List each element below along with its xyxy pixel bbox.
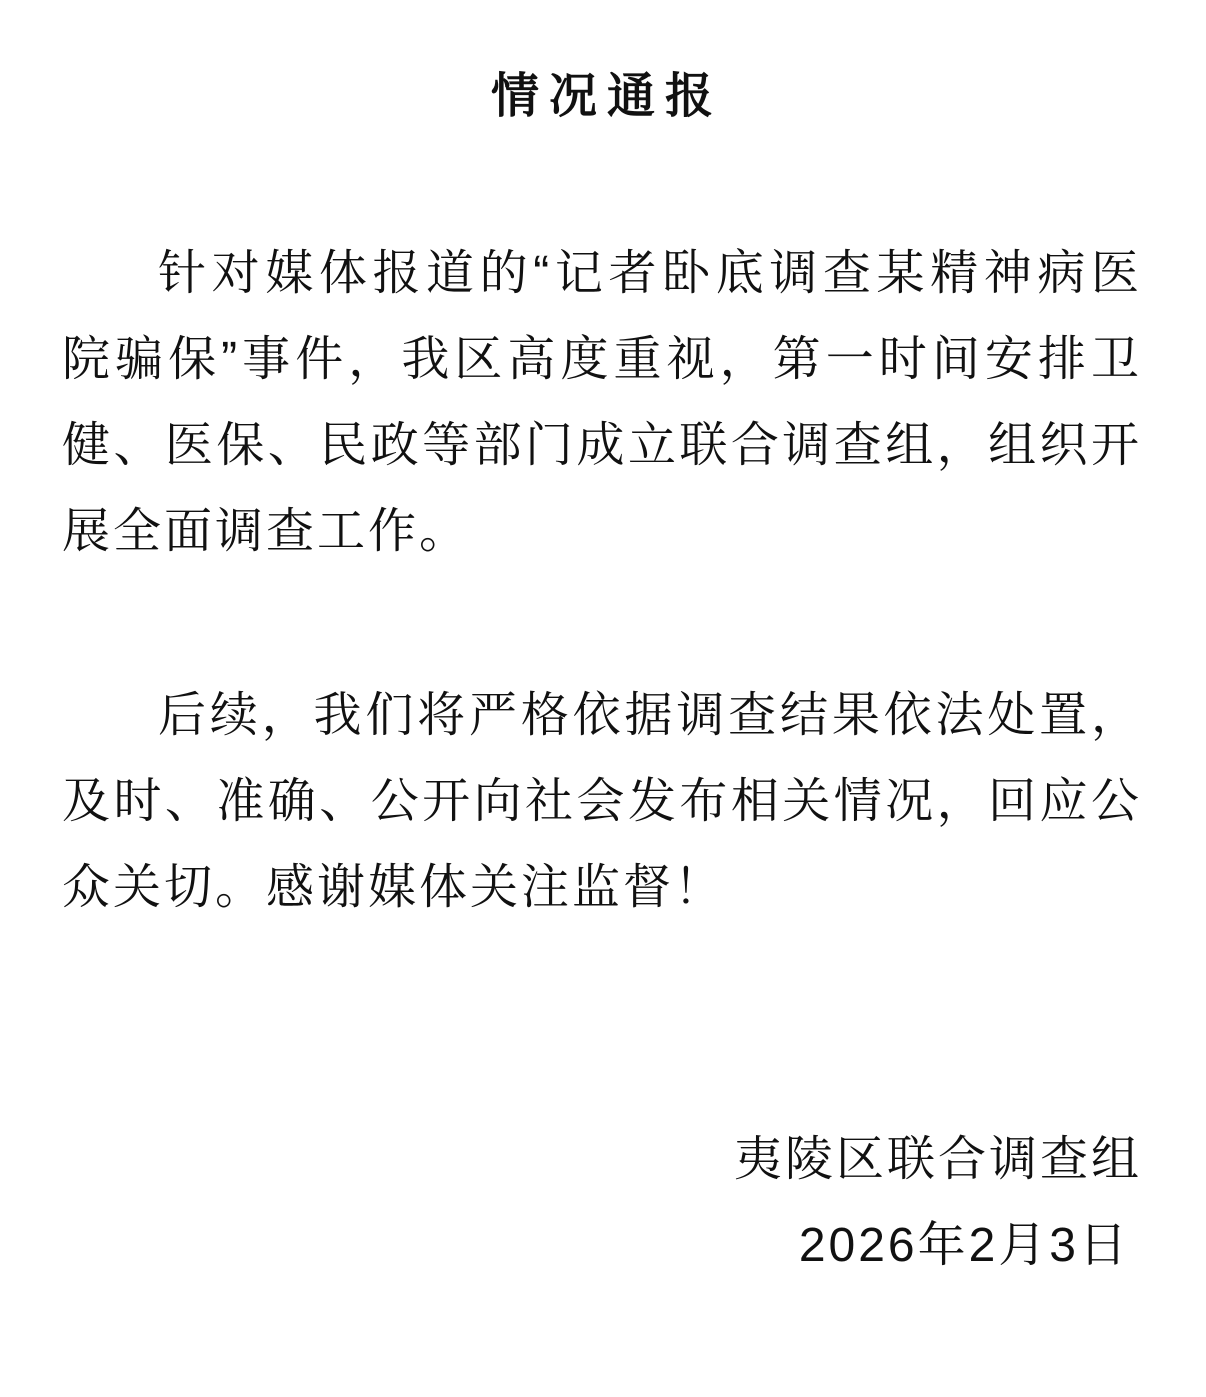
notice-document	[0, 68, 1206, 1397]
signature: 夷陵区联合调查组	[733, 1133, 1142, 1186]
notice-paragraph-2: 后续，我们将严格依据调查结果依法处置，及时、准确、公开向社会发布相关情况，回应公众关切。感谢媒体关注监督！	[62, 689, 1142, 914]
page-title: 情况通报	[490, 70, 723, 123]
notice-paragraph-1: 针对媒体报道的“记者卧底调查某精神病医院骗保”事件，我区高度重视，第一时间安排卫健、医保、民政等部门成立联合调查组，组织开展全面调查工作。	[62, 247, 1142, 558]
signature-block	[62, 1117, 1142, 1289]
date: 2026年2月3日	[798, 1219, 1130, 1272]
